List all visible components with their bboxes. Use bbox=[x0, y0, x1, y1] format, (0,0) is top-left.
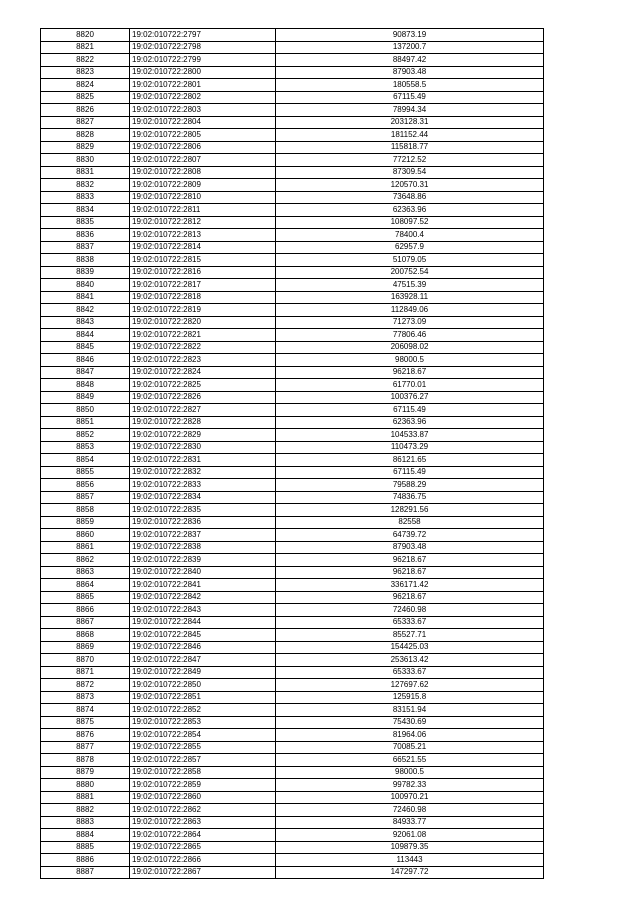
cadastral-number-cell: 19:02:010722:2828 bbox=[130, 416, 276, 429]
amount-cell: 74836.75 bbox=[276, 491, 544, 504]
data-table bbox=[40, 28, 544, 879]
amount-cell: 51079.05 bbox=[276, 254, 544, 267]
amount-cell: 98000.5 bbox=[276, 766, 544, 779]
amount-cell: 77212.52 bbox=[276, 154, 544, 167]
amount-cell: 112849.06 bbox=[276, 304, 544, 317]
amount-cell: 127697.62 bbox=[276, 679, 544, 692]
table-row bbox=[41, 616, 544, 629]
row-number-cell: 8847 bbox=[41, 366, 130, 379]
row-number-cell: 8826 bbox=[41, 104, 130, 117]
table-row bbox=[41, 679, 544, 692]
table-row bbox=[41, 66, 544, 79]
table-row bbox=[41, 579, 544, 592]
row-number-cell: 8860 bbox=[41, 529, 130, 542]
amount-cell: 65333.67 bbox=[276, 616, 544, 629]
amount-cell: 92061.08 bbox=[276, 829, 544, 842]
row-number-cell: 8877 bbox=[41, 741, 130, 754]
row-number-cell: 8863 bbox=[41, 566, 130, 579]
amount-cell: 67115.49 bbox=[276, 404, 544, 417]
amount-cell: 70085.21 bbox=[276, 741, 544, 754]
table-row bbox=[41, 441, 544, 454]
row-number-cell: 8834 bbox=[41, 204, 130, 217]
table-row bbox=[41, 716, 544, 729]
row-number-cell: 8886 bbox=[41, 854, 130, 867]
amount-cell: 104533.87 bbox=[276, 429, 544, 442]
cadastral-number-cell: 19:02:010722:2813 bbox=[130, 229, 276, 242]
amount-cell: 64739.72 bbox=[276, 529, 544, 542]
amount-cell: 84933.77 bbox=[276, 816, 544, 829]
table-row bbox=[41, 604, 544, 617]
cadastral-number-cell: 19:02:010722:2857 bbox=[130, 754, 276, 767]
cadastral-number-cell: 19:02:010722:2821 bbox=[130, 329, 276, 342]
row-number-cell: 8825 bbox=[41, 91, 130, 104]
row-number-cell: 8833 bbox=[41, 191, 130, 204]
cadastral-number-cell: 19:02:010722:2832 bbox=[130, 466, 276, 479]
amount-cell: 108097.52 bbox=[276, 216, 544, 229]
cadastral-number-cell: 19:02:010722:2812 bbox=[130, 216, 276, 229]
table-row bbox=[41, 204, 544, 217]
table-row bbox=[41, 166, 544, 179]
amount-cell: 62363.96 bbox=[276, 416, 544, 429]
table-row bbox=[41, 429, 544, 442]
amount-cell: 73648.86 bbox=[276, 191, 544, 204]
cadastral-number-cell: 19:02:010722:2819 bbox=[130, 304, 276, 317]
cadastral-number-cell: 19:02:010722:2842 bbox=[130, 591, 276, 604]
cadastral-number-cell: 19:02:010722:2865 bbox=[130, 841, 276, 854]
row-number-cell: 8864 bbox=[41, 579, 130, 592]
cadastral-number-cell: 19:02:010722:2862 bbox=[130, 804, 276, 817]
table-row bbox=[41, 366, 544, 379]
cadastral-number-cell: 19:02:010722:2815 bbox=[130, 254, 276, 267]
table-row bbox=[41, 241, 544, 254]
cadastral-number-cell: 19:02:010722:2837 bbox=[130, 529, 276, 542]
row-number-cell: 8855 bbox=[41, 466, 130, 479]
table-row bbox=[41, 191, 544, 204]
table-row bbox=[41, 291, 544, 304]
row-number-cell: 8827 bbox=[41, 116, 130, 129]
amount-cell: 163928.11 bbox=[276, 291, 544, 304]
table-row bbox=[41, 41, 544, 54]
table-row bbox=[41, 654, 544, 667]
table-row bbox=[41, 266, 544, 279]
amount-cell: 99782.33 bbox=[276, 779, 544, 792]
table-row bbox=[41, 491, 544, 504]
cadastral-number-cell: 19:02:010722:2820 bbox=[130, 316, 276, 329]
row-number-cell: 8868 bbox=[41, 629, 130, 642]
row-number-cell: 8865 bbox=[41, 591, 130, 604]
amount-cell: 100376.27 bbox=[276, 391, 544, 404]
row-number-cell: 8831 bbox=[41, 166, 130, 179]
cadastral-number-cell: 19:02:010722:2852 bbox=[130, 704, 276, 717]
row-number-cell: 8858 bbox=[41, 504, 130, 517]
row-number-cell: 8866 bbox=[41, 604, 130, 617]
table-row bbox=[41, 304, 544, 317]
amount-cell: 67115.49 bbox=[276, 466, 544, 479]
amount-cell: 96218.67 bbox=[276, 591, 544, 604]
amount-cell: 98000.5 bbox=[276, 354, 544, 367]
row-number-cell: 8856 bbox=[41, 479, 130, 492]
row-number-cell: 8854 bbox=[41, 454, 130, 467]
cadastral-number-cell: 19:02:010722:2838 bbox=[130, 541, 276, 554]
cadastral-number-cell: 19:02:010722:2836 bbox=[130, 516, 276, 529]
cadastral-number-cell: 19:02:010722:2797 bbox=[130, 29, 276, 42]
row-number-cell: 8853 bbox=[41, 441, 130, 454]
row-number-cell: 8823 bbox=[41, 66, 130, 79]
cadastral-number-cell: 19:02:010722:2822 bbox=[130, 341, 276, 354]
amount-cell: 100970.21 bbox=[276, 791, 544, 804]
amount-cell: 137200.7 bbox=[276, 41, 544, 54]
row-number-cell: 8857 bbox=[41, 491, 130, 504]
cadastral-number-cell: 19:02:010722:2808 bbox=[130, 166, 276, 179]
cadastral-number-cell: 19:02:010722:2801 bbox=[130, 79, 276, 92]
cadastral-number-cell: 19:02:010722:2853 bbox=[130, 716, 276, 729]
cadastral-number-cell: 19:02:010722:2816 bbox=[130, 266, 276, 279]
amount-cell: 75430.69 bbox=[276, 716, 544, 729]
cadastral-number-cell: 19:02:010722:2864 bbox=[130, 829, 276, 842]
amount-cell: 72460.98 bbox=[276, 604, 544, 617]
cadastral-number-cell: 19:02:010722:2834 bbox=[130, 491, 276, 504]
cadastral-number-cell: 19:02:010722:2833 bbox=[130, 479, 276, 492]
table-row bbox=[41, 391, 544, 404]
table-row bbox=[41, 129, 544, 142]
table-row bbox=[41, 341, 544, 354]
amount-cell: 81964.06 bbox=[276, 729, 544, 742]
amount-cell: 71273.09 bbox=[276, 316, 544, 329]
cadastral-number-cell: 19:02:010722:2802 bbox=[130, 91, 276, 104]
amount-cell: 147297.72 bbox=[276, 866, 544, 879]
row-number-cell: 8871 bbox=[41, 666, 130, 679]
cadastral-number-cell: 19:02:010722:2839 bbox=[130, 554, 276, 567]
row-number-cell: 8836 bbox=[41, 229, 130, 242]
table-row bbox=[41, 754, 544, 767]
row-number-cell: 8883 bbox=[41, 816, 130, 829]
amount-cell: 61770.01 bbox=[276, 379, 544, 392]
row-number-cell: 8824 bbox=[41, 79, 130, 92]
cadastral-number-cell: 19:02:010722:2867 bbox=[130, 866, 276, 879]
table-row bbox=[41, 566, 544, 579]
amount-cell: 96218.67 bbox=[276, 366, 544, 379]
table-row bbox=[41, 804, 544, 817]
amount-cell: 65333.67 bbox=[276, 666, 544, 679]
cadastral-number-cell: 19:02:010722:2835 bbox=[130, 504, 276, 517]
cadastral-number-cell: 19:02:010722:2843 bbox=[130, 604, 276, 617]
row-number-cell: 8848 bbox=[41, 379, 130, 392]
amount-cell: 128291.56 bbox=[276, 504, 544, 517]
cadastral-number-cell: 19:02:010722:2866 bbox=[130, 854, 276, 867]
cadastral-number-cell: 19:02:010722:2799 bbox=[130, 54, 276, 67]
table-row bbox=[41, 179, 544, 192]
table-row bbox=[41, 516, 544, 529]
row-number-cell: 8876 bbox=[41, 729, 130, 742]
table-row bbox=[41, 741, 544, 754]
amount-cell: 110473.29 bbox=[276, 441, 544, 454]
table-row bbox=[41, 454, 544, 467]
row-number-cell: 8882 bbox=[41, 804, 130, 817]
row-number-cell: 8887 bbox=[41, 866, 130, 879]
amount-cell: 253613.42 bbox=[276, 654, 544, 667]
row-number-cell: 8851 bbox=[41, 416, 130, 429]
table-row bbox=[41, 354, 544, 367]
row-number-cell: 8884 bbox=[41, 829, 130, 842]
row-number-cell: 8861 bbox=[41, 541, 130, 554]
table-row bbox=[41, 829, 544, 842]
cadastral-number-cell: 19:02:010722:2814 bbox=[130, 241, 276, 254]
table-row bbox=[41, 216, 544, 229]
row-number-cell: 8832 bbox=[41, 179, 130, 192]
amount-cell: 336171.42 bbox=[276, 579, 544, 592]
row-number-cell: 8872 bbox=[41, 679, 130, 692]
amount-cell: 96218.67 bbox=[276, 566, 544, 579]
row-number-cell: 8870 bbox=[41, 654, 130, 667]
row-number-cell: 8829 bbox=[41, 141, 130, 154]
cadastral-number-cell: 19:02:010722:2826 bbox=[130, 391, 276, 404]
row-number-cell: 8878 bbox=[41, 754, 130, 767]
row-number-cell: 8822 bbox=[41, 54, 130, 67]
amount-cell: 115818.77 bbox=[276, 141, 544, 154]
row-number-cell: 8838 bbox=[41, 254, 130, 267]
table-row bbox=[41, 541, 544, 554]
amount-cell: 62363.96 bbox=[276, 204, 544, 217]
row-number-cell: 8842 bbox=[41, 304, 130, 317]
amount-cell: 85527.71 bbox=[276, 629, 544, 642]
table-row bbox=[41, 54, 544, 67]
row-number-cell: 8841 bbox=[41, 291, 130, 304]
row-number-cell: 8821 bbox=[41, 41, 130, 54]
table-row bbox=[41, 141, 544, 154]
amount-cell: 206098.02 bbox=[276, 341, 544, 354]
cadastral-number-cell: 19:02:010722:2811 bbox=[130, 204, 276, 217]
table-row bbox=[41, 379, 544, 392]
table-row bbox=[41, 279, 544, 292]
row-number-cell: 8873 bbox=[41, 691, 130, 704]
cadastral-number-cell: 19:02:010722:2850 bbox=[130, 679, 276, 692]
cadastral-number-cell: 19:02:010722:2855 bbox=[130, 741, 276, 754]
cadastral-number-cell: 19:02:010722:2845 bbox=[130, 629, 276, 642]
row-number-cell: 8837 bbox=[41, 241, 130, 254]
cadastral-number-cell: 19:02:010722:2849 bbox=[130, 666, 276, 679]
table-row bbox=[41, 479, 544, 492]
table-row bbox=[41, 554, 544, 567]
amount-cell: 62957.9 bbox=[276, 241, 544, 254]
table-row bbox=[41, 704, 544, 717]
table-row bbox=[41, 591, 544, 604]
cadastral-number-cell: 19:02:010722:2804 bbox=[130, 116, 276, 129]
cadastral-number-cell: 19:02:010722:2803 bbox=[130, 104, 276, 117]
cadastral-number-cell: 19:02:010722:2831 bbox=[130, 454, 276, 467]
row-number-cell: 8867 bbox=[41, 616, 130, 629]
row-number-cell: 8830 bbox=[41, 154, 130, 167]
table-row bbox=[41, 91, 544, 104]
cadastral-number-cell: 19:02:010722:2851 bbox=[130, 691, 276, 704]
amount-cell: 125915.8 bbox=[276, 691, 544, 704]
table-row bbox=[41, 629, 544, 642]
table-row bbox=[41, 329, 544, 342]
amount-cell: 47515.39 bbox=[276, 279, 544, 292]
table-row bbox=[41, 154, 544, 167]
table-row bbox=[41, 866, 544, 879]
table-row bbox=[41, 79, 544, 92]
row-number-cell: 8881 bbox=[41, 791, 130, 804]
table-row bbox=[41, 504, 544, 517]
row-number-cell: 8874 bbox=[41, 704, 130, 717]
row-number-cell: 8844 bbox=[41, 329, 130, 342]
cadastral-number-cell: 19:02:010722:2841 bbox=[130, 579, 276, 592]
amount-cell: 67115.49 bbox=[276, 91, 544, 104]
amount-cell: 87903.48 bbox=[276, 541, 544, 554]
table-row bbox=[41, 779, 544, 792]
table-row bbox=[41, 416, 544, 429]
table-row bbox=[41, 316, 544, 329]
amount-cell: 109879.35 bbox=[276, 841, 544, 854]
row-number-cell: 8849 bbox=[41, 391, 130, 404]
table-row bbox=[41, 116, 544, 129]
amount-cell: 72460.98 bbox=[276, 804, 544, 817]
cadastral-number-cell: 19:02:010722:2860 bbox=[130, 791, 276, 804]
row-number-cell: 8845 bbox=[41, 341, 130, 354]
table-row bbox=[41, 529, 544, 542]
amount-cell: 120570.31 bbox=[276, 179, 544, 192]
row-number-cell: 8869 bbox=[41, 641, 130, 654]
row-number-cell: 8850 bbox=[41, 404, 130, 417]
cadastral-number-cell: 19:02:010722:2863 bbox=[130, 816, 276, 829]
table-row bbox=[41, 641, 544, 654]
cadastral-number-cell: 19:02:010722:2805 bbox=[130, 129, 276, 142]
table-row bbox=[41, 466, 544, 479]
row-number-cell: 8828 bbox=[41, 129, 130, 142]
row-number-cell: 8820 bbox=[41, 29, 130, 42]
row-number-cell: 8880 bbox=[41, 779, 130, 792]
amount-cell: 82558 bbox=[276, 516, 544, 529]
table-row bbox=[41, 254, 544, 267]
amount-cell: 87309.54 bbox=[276, 166, 544, 179]
cadastral-number-cell: 19:02:010722:2798 bbox=[130, 41, 276, 54]
amount-cell: 200752.54 bbox=[276, 266, 544, 279]
amount-cell: 96218.67 bbox=[276, 554, 544, 567]
table-row bbox=[41, 404, 544, 417]
cadastral-number-cell: 19:02:010722:2823 bbox=[130, 354, 276, 367]
table-row bbox=[41, 729, 544, 742]
table-row bbox=[41, 229, 544, 242]
row-number-cell: 8859 bbox=[41, 516, 130, 529]
amount-cell: 79588.29 bbox=[276, 479, 544, 492]
cadastral-number-cell: 19:02:010722:2825 bbox=[130, 379, 276, 392]
row-number-cell: 8885 bbox=[41, 841, 130, 854]
cadastral-number-cell: 19:02:010722:2800 bbox=[130, 66, 276, 79]
table-row bbox=[41, 841, 544, 854]
table-row bbox=[41, 691, 544, 704]
cadastral-number-cell: 19:02:010722:2858 bbox=[130, 766, 276, 779]
row-number-cell: 8879 bbox=[41, 766, 130, 779]
amount-cell: 203128.31 bbox=[276, 116, 544, 129]
cadastral-number-cell: 19:02:010722:2840 bbox=[130, 566, 276, 579]
cadastral-number-cell: 19:02:010722:2809 bbox=[130, 179, 276, 192]
amount-cell: 181152.44 bbox=[276, 129, 544, 142]
cadastral-number-cell: 19:02:010722:2827 bbox=[130, 404, 276, 417]
table-row bbox=[41, 854, 544, 867]
table-row bbox=[41, 666, 544, 679]
table-body bbox=[41, 29, 544, 879]
amount-cell: 87903.48 bbox=[276, 66, 544, 79]
row-number-cell: 8862 bbox=[41, 554, 130, 567]
amount-cell: 88497.42 bbox=[276, 54, 544, 67]
cadastral-number-cell: 19:02:010722:2810 bbox=[130, 191, 276, 204]
amount-cell: 113443 bbox=[276, 854, 544, 867]
amount-cell: 180558.5 bbox=[276, 79, 544, 92]
cadastral-number-cell: 19:02:010722:2818 bbox=[130, 291, 276, 304]
cadastral-number-cell: 19:02:010722:2824 bbox=[130, 366, 276, 379]
row-number-cell: 8839 bbox=[41, 266, 130, 279]
row-number-cell: 8843 bbox=[41, 316, 130, 329]
cadastral-number-cell: 19:02:010722:2829 bbox=[130, 429, 276, 442]
cadastral-number-cell: 19:02:010722:2854 bbox=[130, 729, 276, 742]
cadastral-number-cell: 19:02:010722:2859 bbox=[130, 779, 276, 792]
row-number-cell: 8835 bbox=[41, 216, 130, 229]
cadastral-number-cell: 19:02:010722:2830 bbox=[130, 441, 276, 454]
amount-cell: 86121.65 bbox=[276, 454, 544, 467]
amount-cell: 78994.34 bbox=[276, 104, 544, 117]
cadastral-number-cell: 19:02:010722:2846 bbox=[130, 641, 276, 654]
amount-cell: 154425.03 bbox=[276, 641, 544, 654]
amount-cell: 83151.94 bbox=[276, 704, 544, 717]
row-number-cell: 8852 bbox=[41, 429, 130, 442]
row-number-cell: 8840 bbox=[41, 279, 130, 292]
table-row bbox=[41, 816, 544, 829]
table-row bbox=[41, 29, 544, 42]
cadastral-number-cell: 19:02:010722:2807 bbox=[130, 154, 276, 167]
amount-cell: 77806.46 bbox=[276, 329, 544, 342]
table-row bbox=[41, 766, 544, 779]
cadastral-number-cell: 19:02:010722:2806 bbox=[130, 141, 276, 154]
table-row bbox=[41, 791, 544, 804]
cadastral-number-cell: 19:02:010722:2844 bbox=[130, 616, 276, 629]
table-row bbox=[41, 104, 544, 117]
row-number-cell: 8875 bbox=[41, 716, 130, 729]
cadastral-number-cell: 19:02:010722:2817 bbox=[130, 279, 276, 292]
amount-cell: 90873.19 bbox=[276, 29, 544, 42]
amount-cell: 66521.55 bbox=[276, 754, 544, 767]
amount-cell: 78400.4 bbox=[276, 229, 544, 242]
cadastral-number-cell: 19:02:010722:2847 bbox=[130, 654, 276, 667]
row-number-cell: 8846 bbox=[41, 354, 130, 367]
